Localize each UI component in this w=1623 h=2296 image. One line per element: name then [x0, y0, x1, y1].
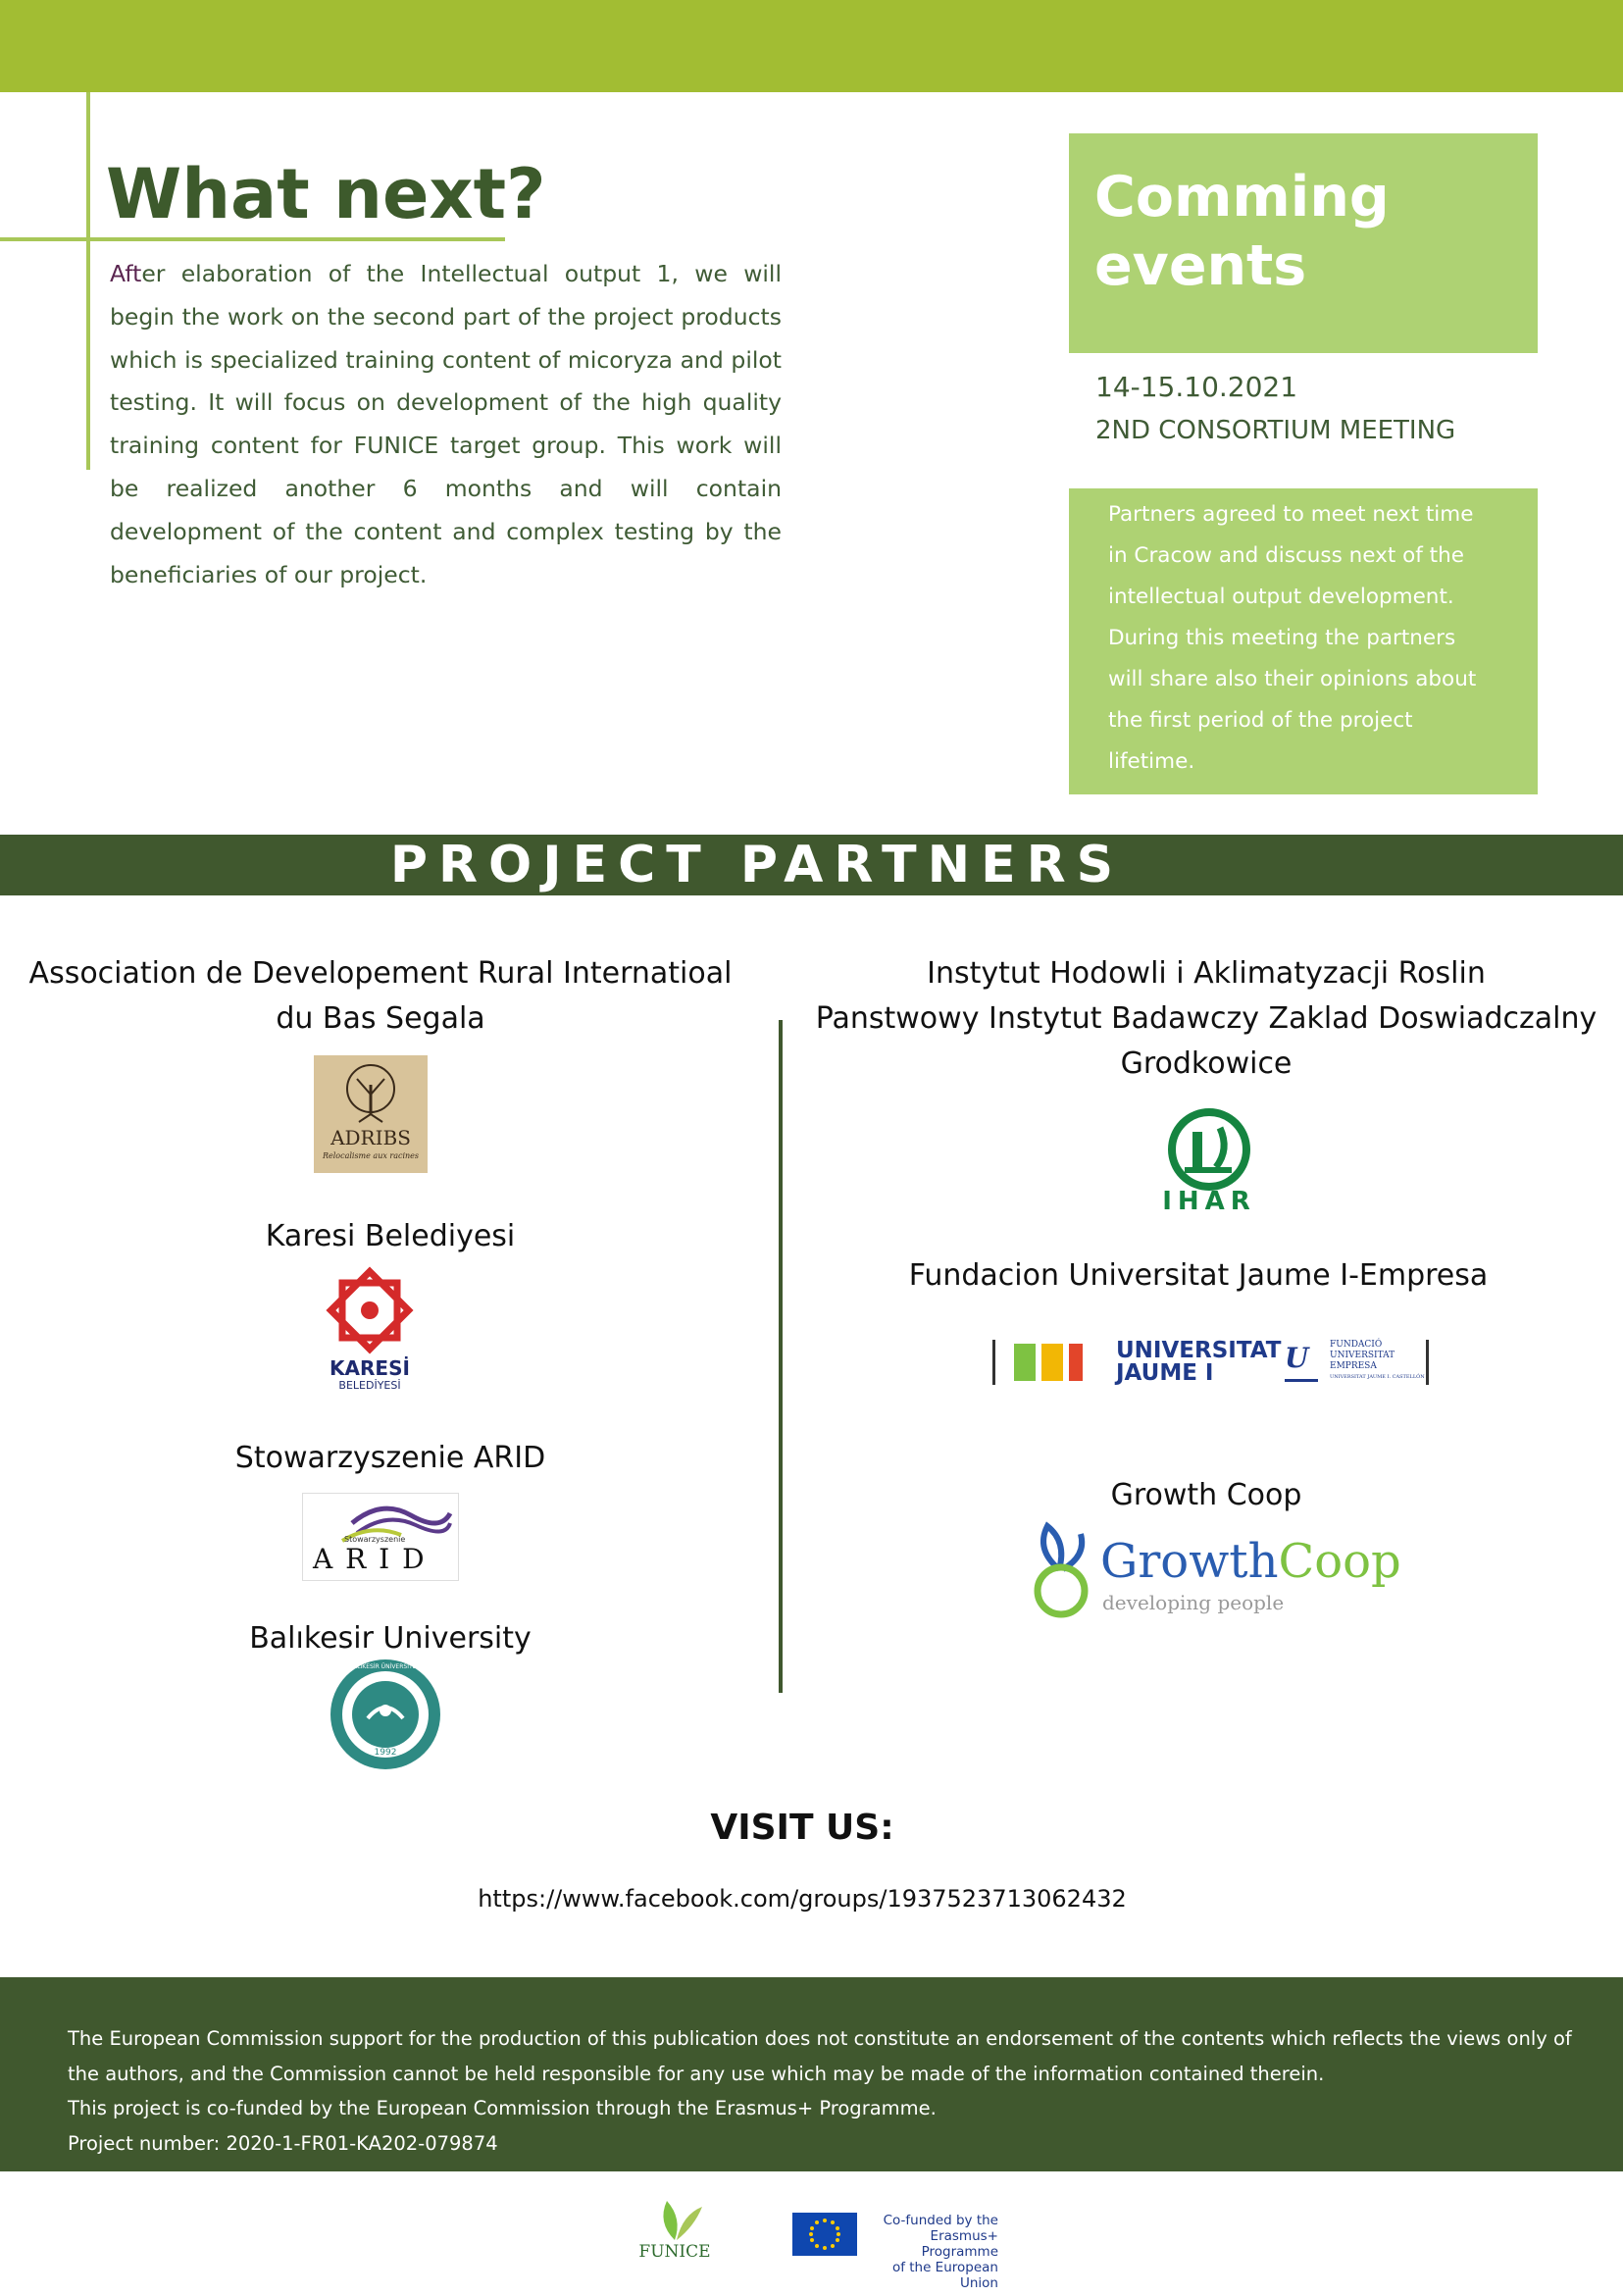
funice-logo-text: FUNICE	[638, 2242, 711, 2262]
uji-logo-block-green	[1014, 1344, 1036, 1381]
disclaimer-line2: the authors, and the Commission cannot be held responsible for any use which may be made of the information contained therein.	[68, 2062, 1325, 2085]
ihar-logo-text: IHAR	[1162, 1187, 1256, 1216]
fundacio-line2: UNIVERSITAT	[1330, 1351, 1395, 1360]
uji-logo-line2: JAUME I	[1116, 1360, 1214, 1386]
event-description-box	[1069, 488, 1538, 794]
fundacio-line3: EMPRESA	[1330, 1361, 1377, 1371]
what-next-text-body: er elaboration of the Intellectual output 1, we will begin the work on the second part of the project products which is specialized training content of micoryza and pilot testing. It will focus on development of the high quality training content for FUNICE target group. This work will be realized another 6 months and will contain development of the content and complex testing by the beneficiaries of our project.	[110, 260, 782, 588]
adribs-logo-text: ADRIBS	[330, 1126, 411, 1149]
project-partners-title: PROJECT PARTNERS	[389, 836, 1125, 894]
partner-name-ihar-line2: Panstwowy Instytut Badawczy Zaklad Doswiadczalny	[815, 1001, 1598, 1036]
partner-name-ihar-line1: Instytut Hodowli i Aklimatyzacji Roslin	[927, 956, 1486, 991]
adribs-logo-subtext: Relocalisme aux racines	[322, 1151, 420, 1160]
coming-events-title-line2: events	[1094, 233, 1307, 298]
partner-name-karesi: Karesi Belediyesi	[265, 1219, 516, 1253]
disclaimer-text	[68, 2021, 1572, 2161]
what-next-text-lead: Aft	[110, 260, 142, 287]
karesi-emblem-icon	[316, 1265, 424, 1355]
partner-name-balikesir: Balıkesir University	[249, 1621, 532, 1656]
disclaimer-line3: This project is co-funded by the European Commission through the Erasmus+ Programme.	[68, 2097, 937, 2119]
event-date: 14-15.10.2021	[1095, 371, 1298, 403]
eu-line2: Erasmus+ Programme	[921, 2228, 998, 2260]
project-number: Project number: 2020-1-FR01-KA202-079874	[68, 2131, 498, 2155]
arid-logo-text: A R I D	[313, 1543, 427, 1575]
fundacio-line4: UNIVERSITAT JAUME I. CASTELLÓN	[1330, 1374, 1425, 1380]
coming-events-header	[1069, 133, 1538, 353]
fundacio-line1: FUNDACIÓ	[1330, 1340, 1383, 1350]
growthcoop-logo-tagline: developing people	[1102, 1591, 1285, 1614]
decorative-horizontal-line	[0, 237, 505, 241]
partner-name-growth: Growth Coop	[1110, 1478, 1302, 1512]
disclaimer-footer	[0, 1977, 1623, 2171]
event-description: Partners agreed to meet next time in Cracow and discuss next of the intellectual output development. During this meeting the partners will share also their opinions about the first period of the project lifetime.	[1108, 502, 1477, 774]
project-partners-banner	[0, 835, 1623, 895]
karesi-logo-subtext: BELEDİYESİ	[338, 1379, 401, 1392]
partner-name-ihar-line3: Grodkowice	[1120, 1046, 1293, 1081]
fundacio-mark-icon: U	[1285, 1342, 1318, 1382]
partner-name-uji: Fundacion Universitat Jaume I-Empresa	[908, 1258, 1489, 1293]
uji-logo-bar-right	[1426, 1340, 1429, 1385]
eu-flag-icon	[792, 2213, 857, 2256]
fundacio-logo-text	[1330, 1340, 1425, 1383]
arid-logo-subtext: Stowarzyszenie	[344, 1535, 406, 1544]
uji-logo	[990, 1336, 1432, 1389]
karesi-logo	[316, 1265, 424, 1403]
ihar-logo	[1155, 1106, 1263, 1214]
karesi-logo-text: KARESİ	[330, 1356, 410, 1380]
facebook-group-link[interactable]: https://www.facebook.com/groups/1937523713062432	[478, 1885, 1127, 1913]
disclaimer-line1: The European Commission support for the production of this publication does not constitute an endorsement of the contents which reflects the views only of	[68, 2027, 1572, 2050]
growthcoop-logo	[1030, 1520, 1412, 1622]
growthcoop-logo-word1: Growth	[1100, 1534, 1279, 1589]
eu-line3: of the European Union	[891, 2260, 998, 2291]
coming-events-title-line1: Comming	[1094, 165, 1390, 230]
growthcoop-logo-word2: Coop	[1278, 1534, 1401, 1589]
arid-logo	[302, 1493, 459, 1581]
uji-logo-line1: UNIVERSITAT	[1116, 1338, 1282, 1363]
ihar-emblem-icon	[1155, 1106, 1263, 1193]
growthcoop-logo-word	[1100, 1534, 1401, 1589]
eu-line1: Co-funded by the	[883, 2213, 998, 2228]
partner-name-adribs	[0, 951, 761, 1042]
coming-events-title	[1094, 163, 1390, 300]
eu-cofunded-text	[863, 2213, 998, 2291]
event-name: 2ND CONSORTIUM MEETING	[1095, 416, 1456, 445]
balikesir-logo	[329, 1658, 442, 1771]
visit-us-title: VISIT US:	[710, 1808, 894, 1848]
partners-column-divider	[779, 1020, 783, 1693]
leaf-icon	[637, 2193, 712, 2242]
uji-logo-block-yellow	[1041, 1344, 1063, 1381]
uji-logo-block-red	[1069, 1344, 1083, 1381]
adribs-logo	[314, 1055, 428, 1173]
partner-name-adribs-line2: du Bas Segala	[276, 1001, 485, 1036]
uji-logo-text	[1116, 1340, 1281, 1385]
decorative-vertical-line	[86, 92, 90, 470]
what-next-title: What next?	[106, 154, 546, 234]
partner-name-ihar	[804, 951, 1608, 1087]
top-banner	[0, 0, 1623, 92]
what-next-text	[110, 253, 782, 596]
funice-logo	[637, 2193, 712, 2268]
uji-logo-bar-left	[992, 1340, 995, 1385]
partner-name-adribs-line1: Association de Developement Rural Internatioal	[28, 956, 733, 991]
balikesir-logo-year: 1992	[374, 1748, 397, 1758]
partner-name-arid: Stowarzyszenie ARID	[234, 1441, 546, 1475]
growthcoop-sprout-icon	[1030, 1520, 1092, 1622]
balikesir-logo-top-text: BALIKESİR ÜNİVERSİTESİ	[348, 1663, 423, 1670]
